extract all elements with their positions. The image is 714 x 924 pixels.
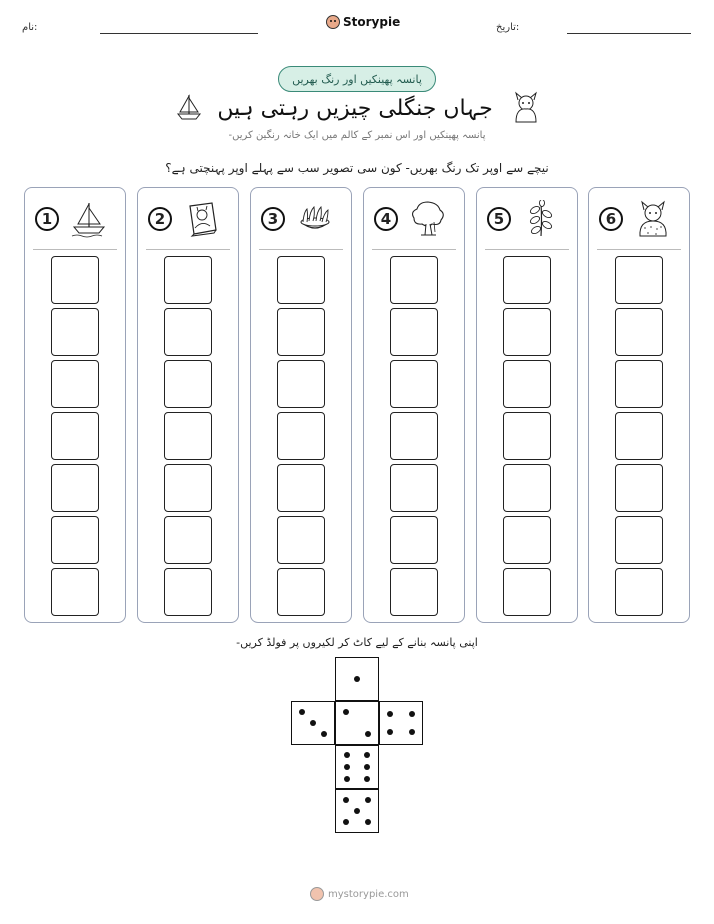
color-box[interactable]	[277, 464, 325, 512]
color-box[interactable]	[390, 568, 438, 616]
column-5	[476, 187, 578, 623]
die-pip	[409, 711, 415, 717]
column-3	[250, 187, 352, 623]
column-header	[589, 188, 689, 248]
color-box[interactable]	[615, 516, 663, 564]
wild-thing-icon	[510, 90, 542, 124]
color-box[interactable]	[503, 308, 551, 356]
nest-icon	[295, 200, 335, 238]
column-header	[138, 188, 238, 248]
die-pip	[343, 797, 349, 803]
color-box[interactable]	[615, 360, 663, 408]
footer	[310, 887, 409, 901]
die-pip	[344, 764, 350, 770]
die-pip	[409, 729, 415, 735]
color-box[interactable]	[615, 256, 663, 304]
color-box[interactable]	[503, 568, 551, 616]
color-box[interactable]	[164, 256, 212, 304]
storypie-logo-icon	[310, 887, 324, 901]
die-face-2	[335, 701, 379, 745]
color-box[interactable]	[503, 464, 551, 512]
column-1	[24, 187, 126, 623]
color-box[interactable]	[51, 256, 99, 304]
color-box[interactable]	[164, 308, 212, 356]
die-pip	[364, 776, 370, 782]
name-label: نام:	[22, 22, 38, 33]
color-box[interactable]	[277, 308, 325, 356]
color-box[interactable]	[390, 464, 438, 512]
die-pip	[365, 731, 371, 737]
color-box[interactable]	[277, 568, 325, 616]
die-pip	[365, 819, 371, 825]
die-pip	[387, 729, 393, 735]
column-header	[251, 188, 351, 248]
color-box[interactable]	[277, 256, 325, 304]
die-face-6	[335, 745, 379, 789]
column-number: 4	[374, 207, 398, 231]
column-header	[477, 188, 577, 248]
color-box[interactable]	[503, 516, 551, 564]
column-number: 3	[261, 207, 285, 231]
column-header	[364, 188, 464, 248]
die-pip	[344, 752, 350, 758]
color-box[interactable]	[503, 256, 551, 304]
column-divider	[146, 249, 230, 250]
die-pip	[364, 752, 370, 758]
color-box[interactable]	[390, 412, 438, 460]
column-number: 5	[487, 207, 511, 231]
color-box[interactable]	[615, 464, 663, 512]
date-label: تاریخ:	[496, 22, 520, 33]
page-title: جہاں جنگلی چیزیں رہتی ہیں	[217, 96, 493, 121]
brand-logo	[326, 15, 400, 29]
die-instruction: اپنی پانسہ بنانے کے لیے کاٹ کر لکیروں پر فولڈ کریں-	[236, 636, 478, 649]
die-face-5	[335, 789, 379, 833]
color-box[interactable]	[51, 308, 99, 356]
die-pip	[364, 764, 370, 770]
die-pip	[321, 731, 327, 737]
sailboat-icon	[174, 92, 204, 122]
die-pip	[354, 808, 360, 814]
color-box[interactable]	[164, 360, 212, 408]
color-box[interactable]	[615, 568, 663, 616]
column-header	[25, 188, 125, 248]
activity-pill: پانسہ پھینکیں اور رنگ بھریں	[278, 66, 436, 92]
color-box[interactable]	[277, 360, 325, 408]
die-pip	[310, 720, 316, 726]
die-pip	[387, 711, 393, 717]
die-face-1	[335, 657, 379, 701]
die-pip	[344, 776, 350, 782]
column-divider	[259, 249, 343, 250]
color-box[interactable]	[503, 412, 551, 460]
column-divider	[597, 249, 681, 250]
column-2	[137, 187, 239, 623]
die-face-4	[379, 701, 423, 745]
column-divider	[372, 249, 456, 250]
die-pip	[343, 819, 349, 825]
die-face-3	[291, 701, 335, 745]
color-box[interactable]	[277, 516, 325, 564]
color-box[interactable]	[390, 308, 438, 356]
color-box[interactable]	[390, 360, 438, 408]
color-box[interactable]	[51, 412, 99, 460]
subtitle: پانسہ پھینکیں اور اس نمبر کے کالم میں ایک خانہ رنگین کریں-	[228, 130, 486, 141]
color-box[interactable]	[277, 412, 325, 460]
color-box[interactable]	[503, 360, 551, 408]
column-divider	[485, 249, 569, 250]
die-pip	[343, 709, 349, 715]
footer-url[interactable]: mystorypie.com	[328, 888, 409, 900]
book-icon	[182, 200, 222, 238]
die-pip	[354, 676, 360, 682]
color-box[interactable]	[164, 568, 212, 616]
leafy-branch-icon	[521, 200, 561, 238]
color-box[interactable]	[164, 516, 212, 564]
color-box[interactable]	[390, 516, 438, 564]
color-box[interactable]	[51, 568, 99, 616]
column-6	[588, 187, 690, 623]
color-box[interactable]	[51, 516, 99, 564]
color-box[interactable]	[390, 256, 438, 304]
color-box[interactable]	[164, 464, 212, 512]
name-line[interactable]	[100, 33, 258, 34]
die-pip	[365, 797, 371, 803]
question-text: نیچے سے اوپر تک رنگ بھریں- کون سی تصویر سب سے پہلے اوپر پہنچتی ہے؟	[165, 161, 549, 175]
color-box[interactable]	[615, 308, 663, 356]
column-number: 2	[148, 207, 172, 231]
tree-icon	[408, 200, 448, 238]
column-number: 1	[35, 207, 59, 231]
brand-name: Storypie	[343, 15, 401, 29]
column-4	[363, 187, 465, 623]
wild-thing-costume-icon	[633, 200, 673, 238]
date-line[interactable]	[567, 33, 691, 34]
column-number: 6	[599, 207, 623, 231]
color-box[interactable]	[51, 360, 99, 408]
die-pip	[299, 709, 305, 715]
column-divider	[33, 249, 117, 250]
color-box[interactable]	[615, 412, 663, 460]
storypie-logo-icon	[326, 15, 340, 29]
sailboat-icon	[69, 200, 109, 238]
color-box[interactable]	[51, 464, 99, 512]
color-box[interactable]	[164, 412, 212, 460]
